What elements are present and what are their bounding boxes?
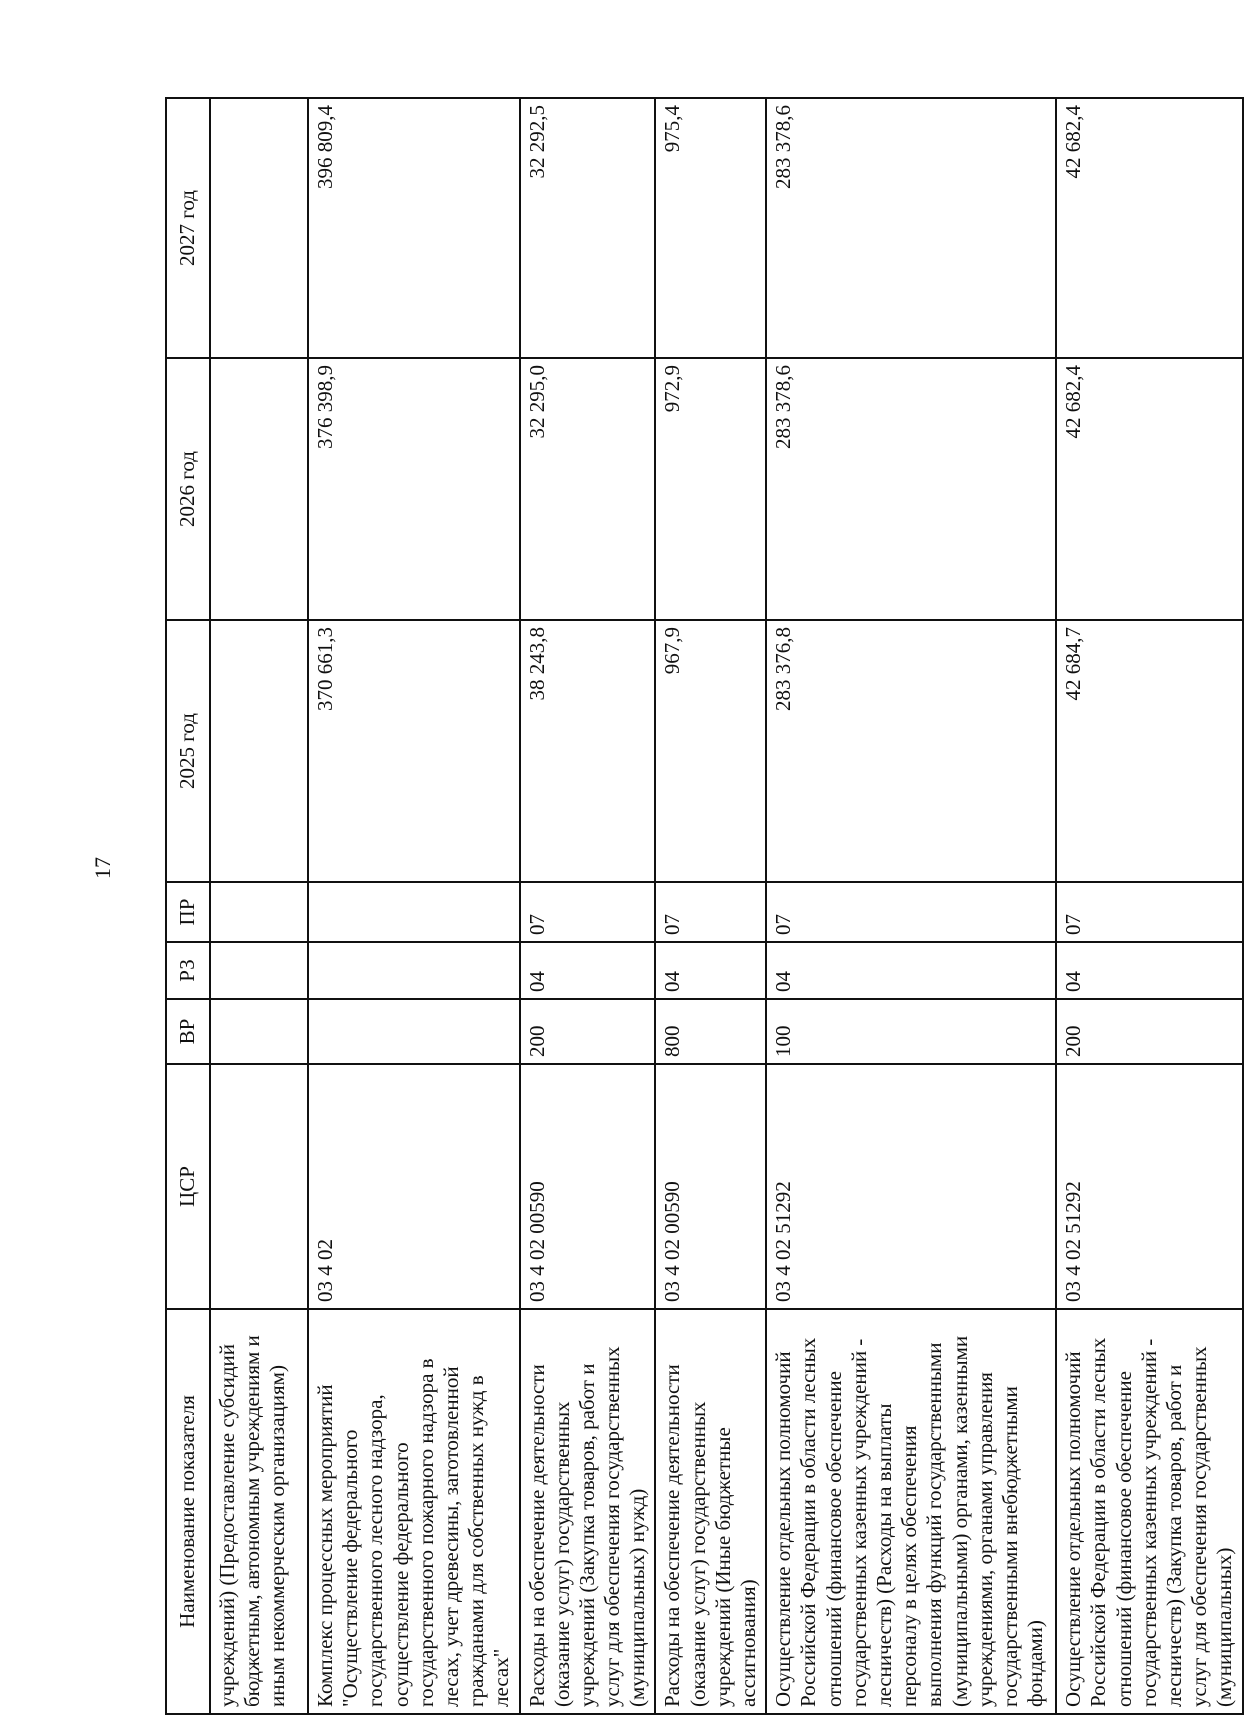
row-rz: 04 — [655, 942, 766, 999]
table-row — [655, 98, 766, 1714]
table-row — [210, 98, 308, 1714]
table-row — [766, 98, 1056, 1714]
header-rz: РЗ — [166, 942, 210, 999]
row-2027: 283 378,6 — [766, 98, 1056, 358]
row-name: Комплекс процессных мероприятий "Осуществление федерального государственного лесного надзора, осуществление федерального государственного пожарного надзора в лесах, учет древесины, заготовленной гражданами для собственных нужд в лесах" — [308, 1309, 520, 1714]
row-name: Осуществление отдельных полномочий Российской Федерации в области лесных отношений (финансовое обеспечение государственных казенных учреждений - лесничеств) (Закупка товаров, работ и услуг для обеспечения государственных (муниципальных) — [1056, 1309, 1242, 1714]
row-vr — [308, 999, 520, 1064]
header-name: Наименование показателя — [166, 1309, 210, 1714]
row-rz — [308, 942, 520, 999]
row-csr: 03 4 02 — [308, 1064, 520, 1309]
row-name: Расходы на обеспечение деятельности (оказание услуг) государственных учреждений (Закупка товаров, работ и услуг для обеспечения государственных (муниципальных) нужд) — [520, 1309, 656, 1714]
rotated-page-content — [165, 99, 1237, 1715]
row-2025: 967,9 — [655, 620, 766, 882]
header-2027: 2027 год — [166, 98, 210, 358]
row-vr: 800 — [655, 999, 766, 1064]
row-vr: 200 — [1056, 999, 1242, 1064]
table-header-row — [166, 98, 210, 1714]
table-row — [520, 98, 656, 1714]
header-pr: ПР — [166, 882, 210, 942]
row-name: Расходы на обеспечение деятельности (оказание услуг) государственных учреждений (Иные бюджетные ассигнования) — [655, 1309, 766, 1714]
row-vr: 100 — [766, 999, 1056, 1064]
row-2026: 42 682,4 — [1056, 358, 1242, 620]
row-csr: 03 4 02 00590 — [520, 1064, 656, 1309]
row-csr — [210, 1064, 308, 1309]
page-number: 17 — [90, 857, 115, 879]
row-pr: 07 — [1056, 882, 1242, 942]
row-csr: 03 4 02 51292 — [766, 1064, 1056, 1309]
row-rz: 04 — [520, 942, 656, 999]
row-2026: 32 295,0 — [520, 358, 656, 620]
row-pr: 07 — [766, 882, 1056, 942]
row-rz: 04 — [766, 942, 1056, 999]
row-rz: 04 — [1056, 942, 1242, 999]
row-vr — [210, 999, 308, 1064]
row-2026: 376 398,9 — [308, 358, 520, 620]
header-2025: 2025 год — [166, 620, 210, 882]
row-2027: 32 292,5 — [520, 98, 656, 358]
row-2025: 38 243,8 — [520, 620, 656, 882]
row-name: учреждений) (Предоставление субсидий бюджетным, автономным учреждениям и иным некоммерческим организациям) — [210, 1309, 308, 1714]
row-rz — [210, 942, 308, 999]
row-2026 — [210, 358, 308, 620]
table-row — [308, 98, 520, 1714]
row-vr: 200 — [520, 999, 656, 1064]
row-csr: 03 4 02 51292 — [1056, 1064, 1242, 1309]
budget-table — [165, 97, 1244, 1715]
row-pr: 07 — [520, 882, 656, 942]
row-2025: 283 376,8 — [766, 620, 1056, 882]
header-2026: 2026 год — [166, 358, 210, 620]
row-csr: 03 4 02 00590 — [655, 1064, 766, 1309]
row-2026: 972,9 — [655, 358, 766, 620]
row-pr — [308, 882, 520, 942]
row-pr: 07 — [655, 882, 766, 942]
row-2027: 42 682,4 — [1056, 98, 1242, 358]
row-2025: 370 661,3 — [308, 620, 520, 882]
row-2026: 283 378,6 — [766, 358, 1056, 620]
row-name: Осуществление отдельных полномочий Российской Федерации в области лесных отношений (финансовое обеспечение государственных казенных учреждений - лесничеств) (Расходы на выплаты персоналу в целях обеспечения выполнения функций государственными (муниципальными) органами, казенными учреждениями, органами управления государственными внебюджетными фондами) — [766, 1309, 1056, 1714]
row-2027 — [210, 98, 308, 358]
header-csr: ЦСР — [166, 1064, 210, 1309]
row-2027: 975,4 — [655, 98, 766, 358]
row-pr — [210, 882, 308, 942]
row-2025: 42 684,7 — [1056, 620, 1242, 882]
row-2027: 396 809,4 — [308, 98, 520, 358]
row-2025 — [210, 620, 308, 882]
header-vr: ВР — [166, 999, 210, 1064]
table-row — [1056, 98, 1242, 1714]
